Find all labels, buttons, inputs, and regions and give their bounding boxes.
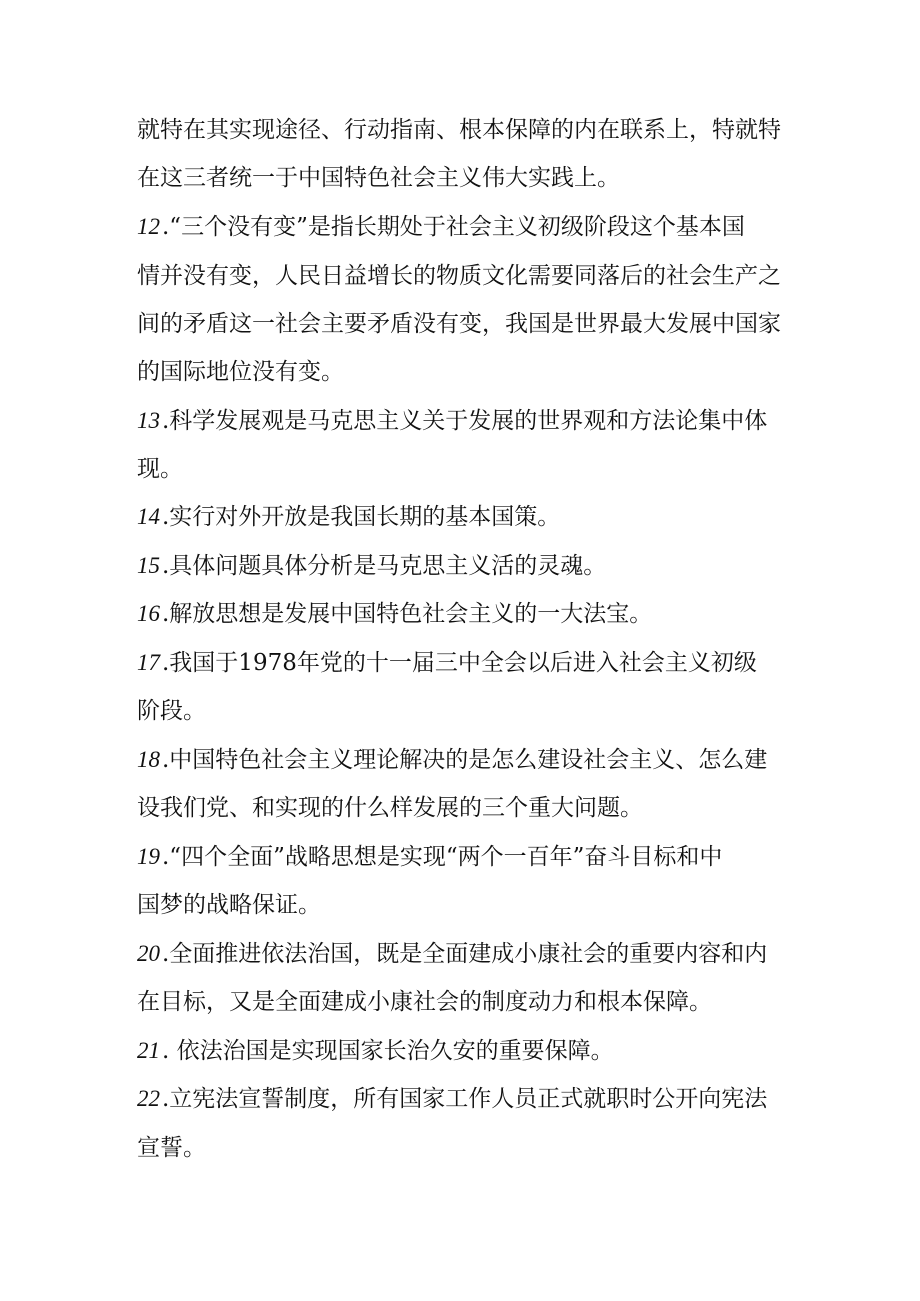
item-text-line: 情并没有变，人民日益增长的物质文化需要同落后的社会生产之	[137, 263, 781, 289]
continuation-line: 就特在其实现途径、行动指南、根本保障的内在联系上，特就特	[137, 117, 781, 143]
item-number: 18	[137, 747, 160, 772]
item-text: .解放思想是发展中国特色社会主义的一大法宝。	[162, 601, 653, 627]
item-text-line: 阶段。	[137, 698, 206, 724]
list-item-16	[137, 599, 797, 629]
item-text-line: 现。	[137, 456, 183, 482]
item-text: .全面推进依法治国，既是全面建成小康社会的重要内容和内	[162, 941, 768, 967]
item-text: .立宪法宣誓制度，所有国家工作人员正式就职时公开向宪法	[162, 1086, 768, 1112]
list-item-17	[137, 648, 797, 678]
item-text: .我国于1978年党的十一届三中全会以后进入社会主义初级	[162, 650, 757, 676]
item-text: . 依法治国是实现国家长治久安的重要保障。	[162, 1038, 614, 1064]
item-text-line: 在目标，又是全面建成小康社会的制度动力和根本保障。	[137, 989, 712, 1015]
item-text: .具体问题具体分析是马克思主义活的灵魂。	[162, 553, 607, 579]
item-number: 20	[137, 941, 160, 966]
list-item-21	[137, 1036, 797, 1066]
continuation-line: 在这三者统一于中国特色社会主义伟大实践上。	[137, 165, 620, 191]
list-item-14	[137, 502, 797, 532]
list-item-18	[137, 745, 797, 775]
item-text-line: 设我们党、和实现的什么样发展的三个重大问题。	[137, 795, 643, 821]
item-number: 16	[137, 601, 160, 626]
item-number: 15	[137, 553, 160, 578]
item-number: 14	[137, 504, 160, 529]
item-number: 17	[137, 650, 160, 675]
list-item-13	[137, 406, 797, 436]
item-number: 22	[137, 1086, 160, 1111]
list-item-19	[137, 842, 797, 872]
item-number: 12	[137, 214, 160, 239]
item-text-line: 间的矛盾这一社会主要矛盾没有变，我国是世界最大发展中国家	[137, 311, 781, 337]
item-text: .科学发展观是马克思主义关于发展的世界观和方法论集中体	[162, 408, 768, 434]
item-text: .“四个全面”战略思想是实现“两个一百年”奋斗目标和中	[162, 844, 723, 870]
item-text: .实行对外开放是我国长期的基本国策。	[162, 504, 561, 530]
item-text-line: 国梦的战略保证。	[137, 892, 321, 918]
item-text-line: 宣誓。	[137, 1135, 206, 1161]
item-number: 13	[137, 408, 160, 433]
list-item-15	[137, 551, 797, 581]
list-item-12	[137, 212, 797, 242]
item-text-line: 的国际地位没有变。	[137, 359, 344, 385]
item-text: .“三个没有变”是指长期处于社会主义初级阶段这个基本国	[162, 214, 745, 240]
list-item-22	[137, 1084, 797, 1114]
item-text: .中国特色社会主义理论解决的是怎么建设社会主义、怎么建	[162, 747, 768, 773]
item-number: 19	[137, 844, 160, 869]
list-item-20	[137, 939, 797, 969]
item-number: 21	[137, 1038, 160, 1063]
